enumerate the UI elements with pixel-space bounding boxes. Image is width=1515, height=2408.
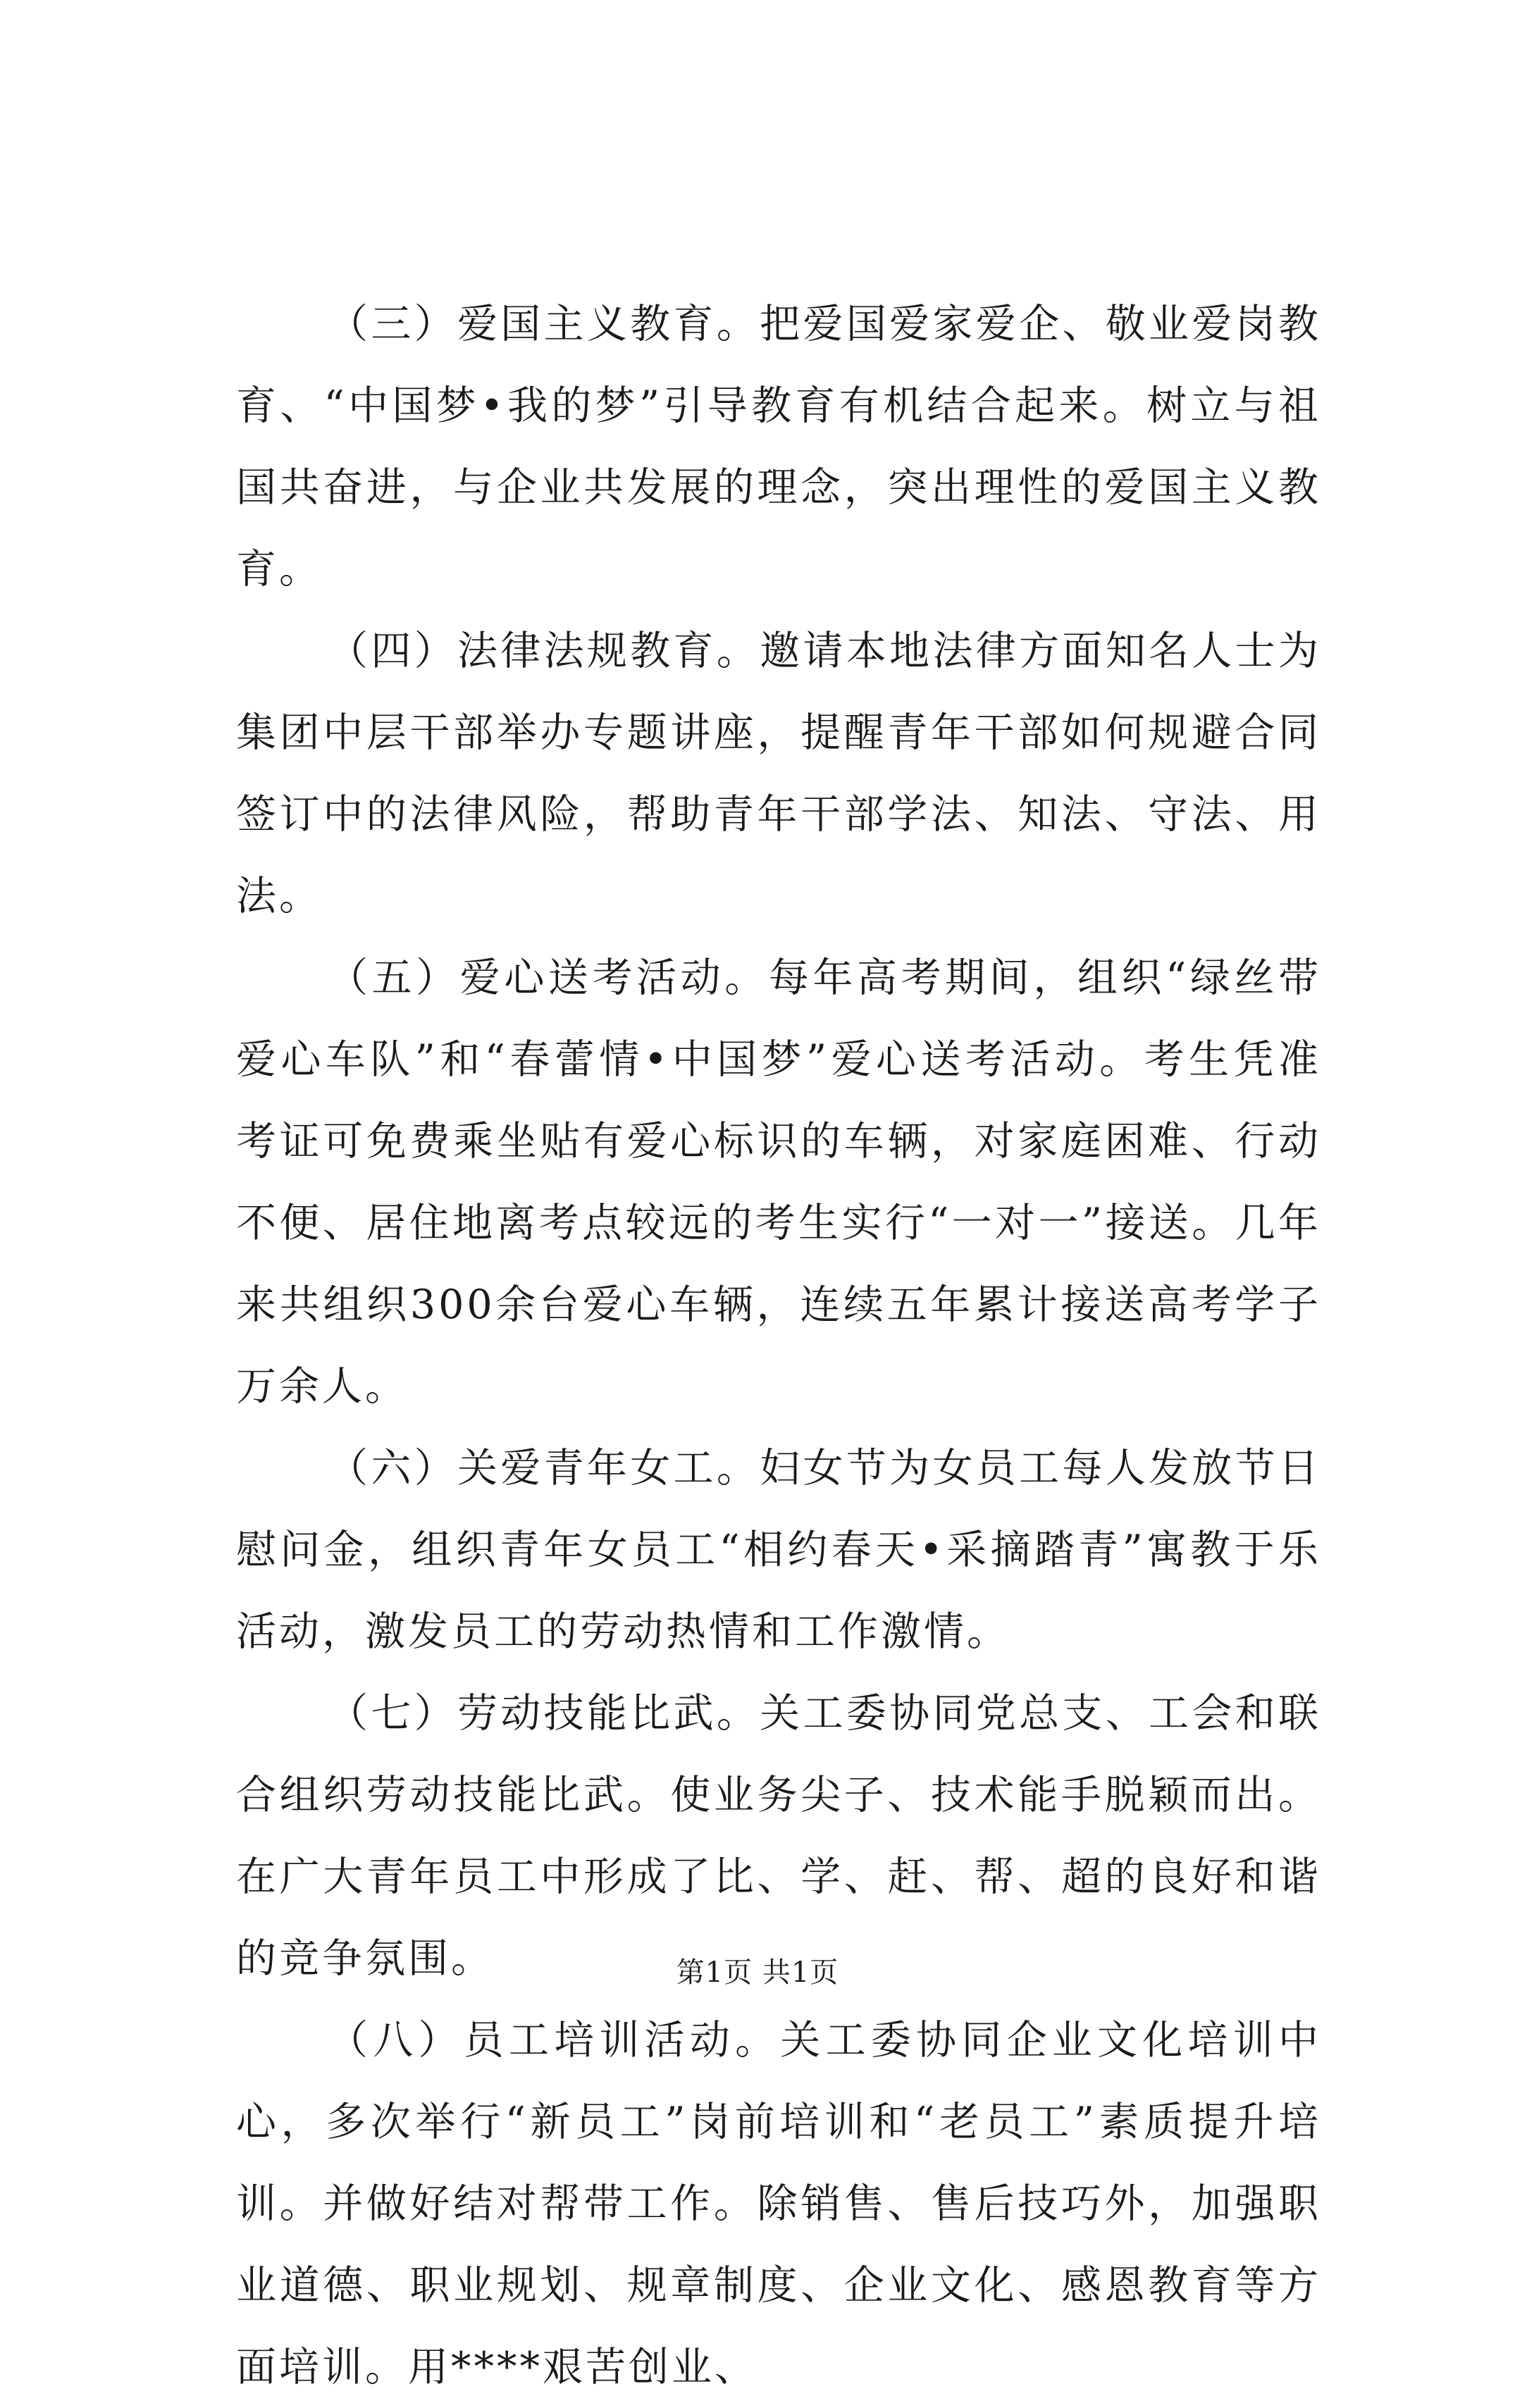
paragraph-staff-training: （八）员工培训活动。关工委协同企业文化培训中心，多次举行“新员工”岗前培训和“老员工”素质提升培训。并做好结对帮带工作。除销售、售后技巧外，加强职业道德、职业规划、规章制度、企业文化、感恩教育等方面培训。用****艰苦创业、 (236, 2017, 1321, 2390)
paragraph-patriotism-education: （三）爱国主义教育。把爱国爱家爱企、敬业爱岗教育、“中国梦•我的梦”引导教育有机结合起来。树立与祖国共奋进，与企业共发展的理念，突出理性的爱国主义教育。 (236, 301, 1321, 592)
document-body (236, 283, 1321, 2408)
paragraph-legal-education: （四）法律法规教育。邀请本地法律方面知名人士为集团中层干部举办专题讲座，提醒青年干部如何规避合同签订中的法律风险，帮助青年干部学法、知法、守法、用法。 (236, 628, 1321, 919)
paragraph-female-workers: （六）关爱青年女工。妇女节为女员工每人发放节日慰问金，组织青年女员工“相约春天•采摘踏青”寓教于乐活动，激发员工的劳动热情和工作激情。 (236, 1445, 1321, 1655)
paragraph-skills-competition: （七）劳动技能比武。关工委协同党总支、工会和联合组织劳动技能比武。使业务尖子、技术能手脱颖而出。在广大青年员工中形成了比、学、赶、帮、超的良好和谐的竞争氛围。 (236, 1690, 1321, 1982)
page-footer: 第1页 共1页 (676, 1956, 839, 1989)
paragraph-exam-escort: （五）爱心送考活动。每年高考期间，组织“绿丝带爱心车队”和“春蕾情•中国梦”爱心送考活动。考生凭准考证可免费乘坐贴有爱心标识的车辆，对家庭困难、行动不便、居住地离考点较远的考生实行“一对一”接送。几年来共组织300余台爱心车辆，连续五年累计接送高考学子万余人。 (236, 955, 1321, 1410)
